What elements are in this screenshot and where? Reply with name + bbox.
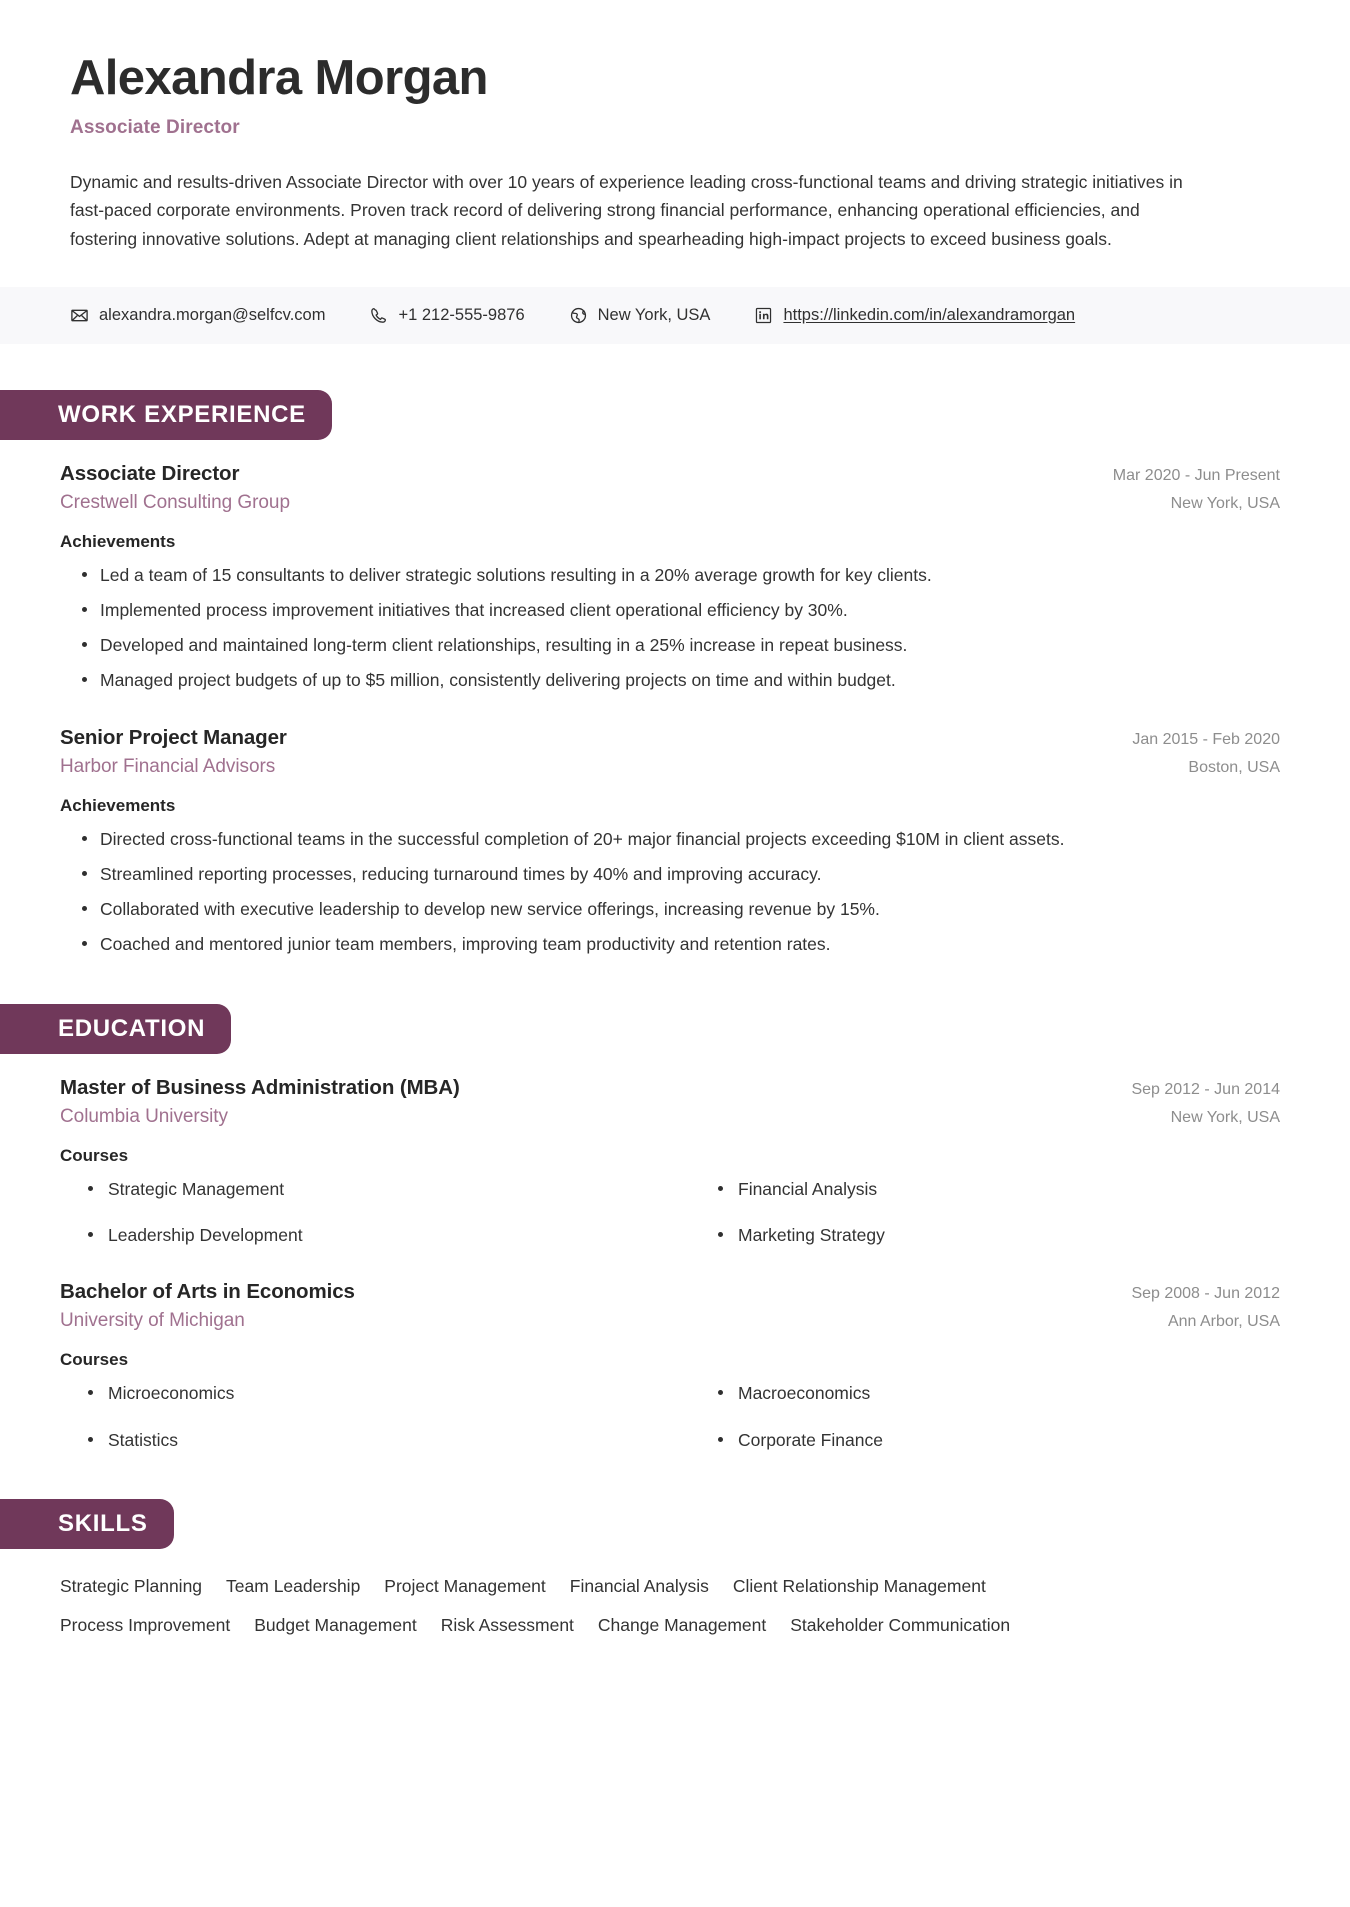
education-entry-dates: Sep 2012 - Jun 2014 <box>1131 1080 1280 1098</box>
section-education <box>0 1004 1350 1453</box>
education-entry-title: Master of Business Administration (MBA) <box>60 1075 460 1099</box>
entry-header-row <box>60 1076 1280 1100</box>
education-entry <box>60 1280 1280 1453</box>
achievement-item: Managed project budgets of up to $5 million, consistently delivering projects on time and within budget. <box>60 666 1280 694</box>
section-heading-skills: SKILLS <box>0 1499 174 1549</box>
entry-header-row <box>60 462 1280 486</box>
resume-header <box>0 0 1350 253</box>
education-entry-dates: Sep 2008 - Jun 2012 <box>1131 1285 1280 1303</box>
work-entries <box>0 462 1350 958</box>
education-entry <box>60 1076 1280 1249</box>
entry-header-row <box>60 1280 1280 1304</box>
skill-item: Stakeholder Communication <box>790 1614 1011 1635</box>
section-work-experience <box>0 390 1350 958</box>
work-entry-achievements-list <box>60 825 1280 958</box>
achievement-item: Directed cross-functional teams in the successful completion of 20+ major financial projects exceeding $10M in client assets. <box>60 825 1280 853</box>
work-entry <box>60 462 1280 694</box>
linkedin-icon <box>754 306 773 325</box>
skill-item: Strategic Planning <box>60 1575 203 1596</box>
course-item: Microeconomics <box>60 1380 650 1406</box>
candidate-job-title: Associate Director <box>70 116 240 138</box>
education-entry-location: Ann Arbor, USA <box>1167 1313 1280 1331</box>
education-entry-title: Bachelor of Arts in Economics <box>60 1280 355 1304</box>
achievement-item: Collaborated with executive leadership to develop new service offerings, increasing revenue by 15%. <box>60 895 1280 923</box>
contact-location-text: New York, USA <box>597 305 711 324</box>
work-entry-location: Boston, USA <box>1188 758 1280 776</box>
course-item: Strategic Management <box>60 1176 650 1202</box>
work-entry-achievements-list <box>60 561 1280 694</box>
section-heading-work: WORK EXPERIENCE <box>0 390 332 440</box>
course-item: Leadership Development <box>60 1222 650 1248</box>
skills-body <box>0 1571 1350 1640</box>
course-item: Corporate Finance <box>690 1427 1280 1453</box>
education-entry-institution: Columbia University <box>60 1105 228 1127</box>
work-entry-achievements-label: Achievements <box>60 531 176 551</box>
contact-phone[interactable] <box>369 306 524 325</box>
skill-item: Project Management <box>384 1575 546 1596</box>
work-entry-dates: Jan 2015 - Feb 2020 <box>1132 730 1280 748</box>
course-item: Financial Analysis <box>690 1176 1280 1202</box>
course-item: Marketing Strategy <box>690 1222 1280 1248</box>
education-entry-location: New York, USA <box>1170 1108 1280 1126</box>
contact-linkedin-text[interactable]: https://linkedin.com/in/alexandramorgan <box>783 305 1076 324</box>
skills-list <box>60 1571 1060 1640</box>
skill-item: Financial Analysis <box>569 1575 709 1596</box>
entry-subheader-row <box>60 486 1280 514</box>
work-entry-dates: Mar 2020 - Jun Present <box>1112 466 1280 484</box>
work-entry-organization: Harbor Financial Advisors <box>60 755 276 777</box>
work-entry-location: New York, USA <box>1170 494 1280 512</box>
skill-item: Change Management <box>597 1614 767 1635</box>
section-heading-education: EDUCATION <box>0 1004 231 1054</box>
course-item: Macroeconomics <box>690 1380 1280 1406</box>
course-item: Statistics <box>60 1427 650 1453</box>
work-entry-achievements-label: Achievements <box>60 795 176 815</box>
skill-item: Budget Management <box>254 1614 417 1635</box>
achievement-item: Streamlined reporting processes, reducing turnaround times by 40% and improving accuracy. <box>60 860 1280 888</box>
achievement-item: Implemented process improvement initiatives that increased client operational efficiency by 30%. <box>60 596 1280 624</box>
contact-linkedin[interactable] <box>754 306 1075 325</box>
work-entry-title: Associate Director <box>60 461 240 485</box>
section-skills <box>0 1499 1350 1640</box>
envelope-icon <box>70 306 89 325</box>
education-entry-institution: University of Michigan <box>60 1310 245 1332</box>
entry-subheader-row <box>60 1100 1280 1128</box>
education-courses-label: Courses <box>60 1145 129 1165</box>
contact-email-text: alexandra.morgan@selfcv.com <box>99 305 326 324</box>
education-courses-label: Courses <box>60 1350 129 1370</box>
entry-subheader-row <box>60 1304 1280 1332</box>
skill-item: Risk Assessment <box>440 1614 574 1635</box>
professional-summary: Dynamic and results-driven Associate Director with over 10 years of experience leading cross-functional teams and driving strategic initiatives in fast-paced corporate environments. Proven track record of delivering strong financial performance, enhancing operational efficiencies, and fostering innovative solutions. Adept at managing client relationships and spearheading high-impact projects to exceed business goals. <box>70 171 1183 249</box>
work-entry-organization: Crestwell Consulting Group <box>60 491 290 513</box>
education-courses-list <box>60 1380 1280 1453</box>
skill-item: Process Improvement <box>60 1614 231 1635</box>
education-entries <box>0 1076 1350 1453</box>
globe-pin-icon <box>569 306 588 325</box>
skill-item: Team Leadership <box>226 1575 361 1596</box>
skill-item: Client Relationship Management <box>732 1575 986 1596</box>
entry-header-row <box>60 726 1280 750</box>
achievement-item: Developed and maintained long-term client relationships, resulting in a 25% increase in repeat business. <box>60 631 1280 659</box>
achievement-item: Led a team of 15 consultants to deliver strategic solutions resulting in a 20% average growth for key clients. <box>60 561 1280 589</box>
entry-subheader-row <box>60 750 1280 778</box>
achievement-item: Coached and mentored junior team members, improving team productivity and retention rates. <box>60 930 1280 958</box>
contact-bar <box>0 287 1350 344</box>
contact-email[interactable] <box>70 306 325 325</box>
phone-icon <box>369 306 388 325</box>
candidate-name: Alexandra Morgan <box>70 51 488 105</box>
work-entry <box>60 726 1280 958</box>
education-courses-list <box>60 1176 1280 1249</box>
contact-location[interactable] <box>569 306 711 325</box>
work-entry-title: Senior Project Manager <box>60 725 287 749</box>
contact-phone-text: +1 212-555-9876 <box>398 305 525 324</box>
